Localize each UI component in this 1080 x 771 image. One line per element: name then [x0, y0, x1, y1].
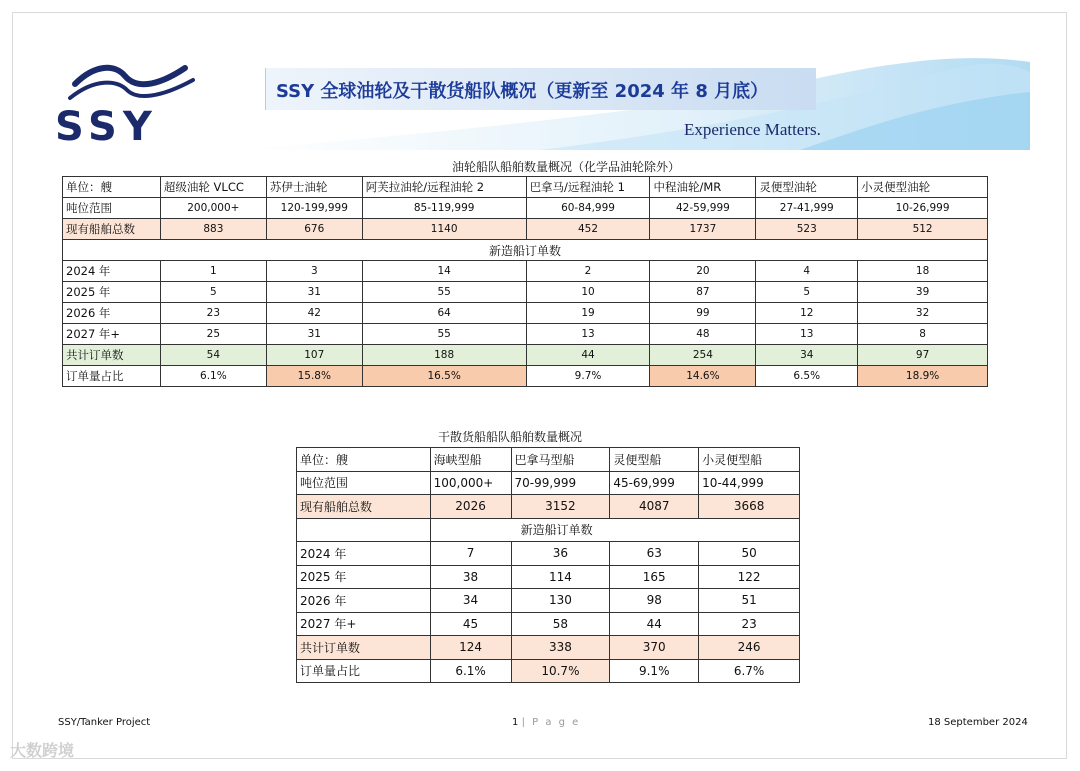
footer-project: SSY/Tanker Project: [58, 717, 151, 728]
ratio-row: [297, 659, 800, 683]
col-handysize: 小灵便型船: [699, 448, 800, 472]
year-row: [63, 303, 988, 324]
cell: 8: [858, 324, 988, 345]
cell: 42-59,999: [650, 198, 756, 219]
cell-highlight: 14.6%: [650, 366, 756, 387]
watermark: 大数跨境: [10, 741, 75, 760]
cell: 114: [511, 565, 610, 589]
ssy-logo: [55, 62, 205, 152]
year-row: [297, 565, 800, 589]
cell: 60-84,999: [526, 198, 650, 219]
bulk-table: [296, 447, 800, 683]
row-label: 共计订单数: [63, 345, 161, 366]
year-row: [63, 324, 988, 345]
cell: 10-44,999: [699, 471, 800, 495]
cell: 6.5%: [756, 366, 858, 387]
cell: 13: [526, 324, 650, 345]
cell: 20: [650, 261, 756, 282]
footer-page: [512, 717, 580, 728]
cell: 31: [266, 324, 362, 345]
wave-logo-icon: [55, 62, 205, 107]
cell: 120-199,999: [266, 198, 362, 219]
cell: 2: [526, 261, 650, 282]
col-mr: 中程油轮/MR: [650, 177, 756, 198]
row-label: 吨位范围: [297, 471, 431, 495]
spacer-cell: [297, 518, 431, 542]
cell: 122: [699, 565, 800, 589]
cell: 10-26,999: [858, 198, 988, 219]
col-panamax: 巴拿马型船: [511, 448, 610, 472]
row-label: 2024 年: [63, 261, 161, 282]
row-label: 2024 年: [297, 542, 431, 566]
row-label: 吨位范围: [63, 198, 161, 219]
cell: 3: [266, 261, 362, 282]
tanker-table: [62, 176, 988, 387]
unit-label: 单位：艘: [63, 177, 161, 198]
cell-highlight: 16.5%: [362, 366, 526, 387]
page-number: 1: [512, 717, 519, 728]
year-row: [63, 282, 988, 303]
bulk-header-row: [297, 448, 800, 472]
cell: 3668: [699, 495, 800, 519]
cell: 512: [858, 219, 988, 240]
cell: 6.1%: [160, 366, 266, 387]
cell: 70-99,999: [511, 471, 610, 495]
cell: 45: [430, 612, 511, 636]
ratio-row: [63, 366, 988, 387]
col-aframax: 阿芙拉油轮/远程油轮 2: [362, 177, 526, 198]
cell: 883: [160, 219, 266, 240]
logo-text: SSY: [55, 104, 158, 150]
row-label: 2026 年: [63, 303, 161, 324]
footer-date: 18 September 2024: [928, 717, 1028, 728]
fleet-row: [63, 219, 988, 240]
cell: 523: [756, 219, 858, 240]
cell: 23: [160, 303, 266, 324]
year-row: [297, 542, 800, 566]
cell: 36: [511, 542, 610, 566]
cell: 1: [160, 261, 266, 282]
cell: 38: [430, 565, 511, 589]
cell: 58: [511, 612, 610, 636]
row-label: 共计订单数: [297, 636, 431, 660]
cell: 48: [650, 324, 756, 345]
cell: 10: [526, 282, 650, 303]
cell-highlight: 15.8%: [266, 366, 362, 387]
year-row: [63, 261, 988, 282]
bulk-caption: 干散货船船队船舶数量概况: [438, 430, 583, 444]
cell: 165: [610, 565, 699, 589]
col-capesize: 海峡型船: [430, 448, 511, 472]
cell: 7: [430, 542, 511, 566]
cell: 200,000+: [160, 198, 266, 219]
cell: 55: [362, 324, 526, 345]
col-panamax: 巴拿马/远程油轮 1: [526, 177, 650, 198]
row-label: 2027 年+: [63, 324, 161, 345]
cell: 246: [699, 636, 800, 660]
cell: 338: [511, 636, 610, 660]
cell: 100,000+: [430, 471, 511, 495]
cell: 99: [650, 303, 756, 324]
row-label: 2025 年: [63, 282, 161, 303]
cell: 5: [756, 282, 858, 303]
cell: 34: [756, 345, 858, 366]
cell: 4: [756, 261, 858, 282]
cell: 42: [266, 303, 362, 324]
cell: 370: [610, 636, 699, 660]
cell: 18: [858, 261, 988, 282]
cell: 85-119,999: [362, 198, 526, 219]
row-label: 订单量占比: [297, 659, 431, 683]
cell: 452: [526, 219, 650, 240]
cell: 64: [362, 303, 526, 324]
cell: 25: [160, 324, 266, 345]
row-label: 现有船舶总数: [297, 495, 431, 519]
cell: 130: [511, 589, 610, 613]
cell: 55: [362, 282, 526, 303]
cell: 9.1%: [610, 659, 699, 683]
total-row: [297, 636, 800, 660]
cell-highlight: 18.9%: [858, 366, 988, 387]
orderbook-title-row: [297, 518, 800, 542]
row-label: 订单量占比: [63, 366, 161, 387]
year-row: [297, 612, 800, 636]
page-title: SSY 全球油轮及干散货船队概况（更新至 2024 年 8 月底）: [276, 81, 769, 102]
cell: 98: [610, 589, 699, 613]
orderbook-title-row: [63, 240, 988, 261]
cell: 54: [160, 345, 266, 366]
cell: 97: [858, 345, 988, 366]
page-word: | P a g e: [521, 717, 581, 728]
cell: 45-69,999: [610, 471, 699, 495]
cell-highlight: 10.7%: [511, 659, 610, 683]
cell: 14: [362, 261, 526, 282]
cell: 6.7%: [699, 659, 800, 683]
cell: 3152: [511, 495, 610, 519]
cell: 44: [610, 612, 699, 636]
cell: 39: [858, 282, 988, 303]
cell: 1140: [362, 219, 526, 240]
cell: 27-41,999: [756, 198, 858, 219]
col-handymax: 灵便型船: [610, 448, 699, 472]
cell: 31: [266, 282, 362, 303]
unit-label: 单位：艘: [297, 448, 431, 472]
title-box: [265, 68, 816, 110]
cell: 50: [699, 542, 800, 566]
cell: 1737: [650, 219, 756, 240]
tonnage-row: [297, 471, 800, 495]
cell: 19: [526, 303, 650, 324]
cell: 188: [362, 345, 526, 366]
cell: 87: [650, 282, 756, 303]
total-row: [63, 345, 988, 366]
cell: 5: [160, 282, 266, 303]
cell: 676: [266, 219, 362, 240]
cell: 124: [430, 636, 511, 660]
cell: 2026: [430, 495, 511, 519]
cell: 23: [699, 612, 800, 636]
col-handy: 灵便型油轮: [756, 177, 858, 198]
tonnage-row: [63, 198, 988, 219]
col-small-handy: 小灵便型油轮: [858, 177, 988, 198]
cell: 51: [699, 589, 800, 613]
orderbook-title: 新造船订单数: [430, 518, 799, 542]
cell: 13: [756, 324, 858, 345]
row-label: 2027 年+: [297, 612, 431, 636]
fleet-row: [297, 495, 800, 519]
tagline: Experience Matters.: [684, 120, 821, 139]
tanker-caption: 油轮船队船舶数量概况（化学品油轮除外）: [452, 160, 681, 174]
cell: 44: [526, 345, 650, 366]
orderbook-title: 新造船订单数: [63, 240, 988, 261]
col-suezmax: 苏伊士油轮: [266, 177, 362, 198]
cell: 107: [266, 345, 362, 366]
cell: 6.1%: [430, 659, 511, 683]
cell: 9.7%: [526, 366, 650, 387]
tanker-header-row: [63, 177, 988, 198]
cell: 34: [430, 589, 511, 613]
row-label: 2025 年: [297, 565, 431, 589]
row-label: 2026 年: [297, 589, 431, 613]
cell: 12: [756, 303, 858, 324]
row-label: 现有船舶总数: [63, 219, 161, 240]
cell: 32: [858, 303, 988, 324]
cell: 254: [650, 345, 756, 366]
col-vlcc: 超级油轮 VLCC: [160, 177, 266, 198]
cell: 63: [610, 542, 699, 566]
cell: 4087: [610, 495, 699, 519]
year-row: [297, 589, 800, 613]
